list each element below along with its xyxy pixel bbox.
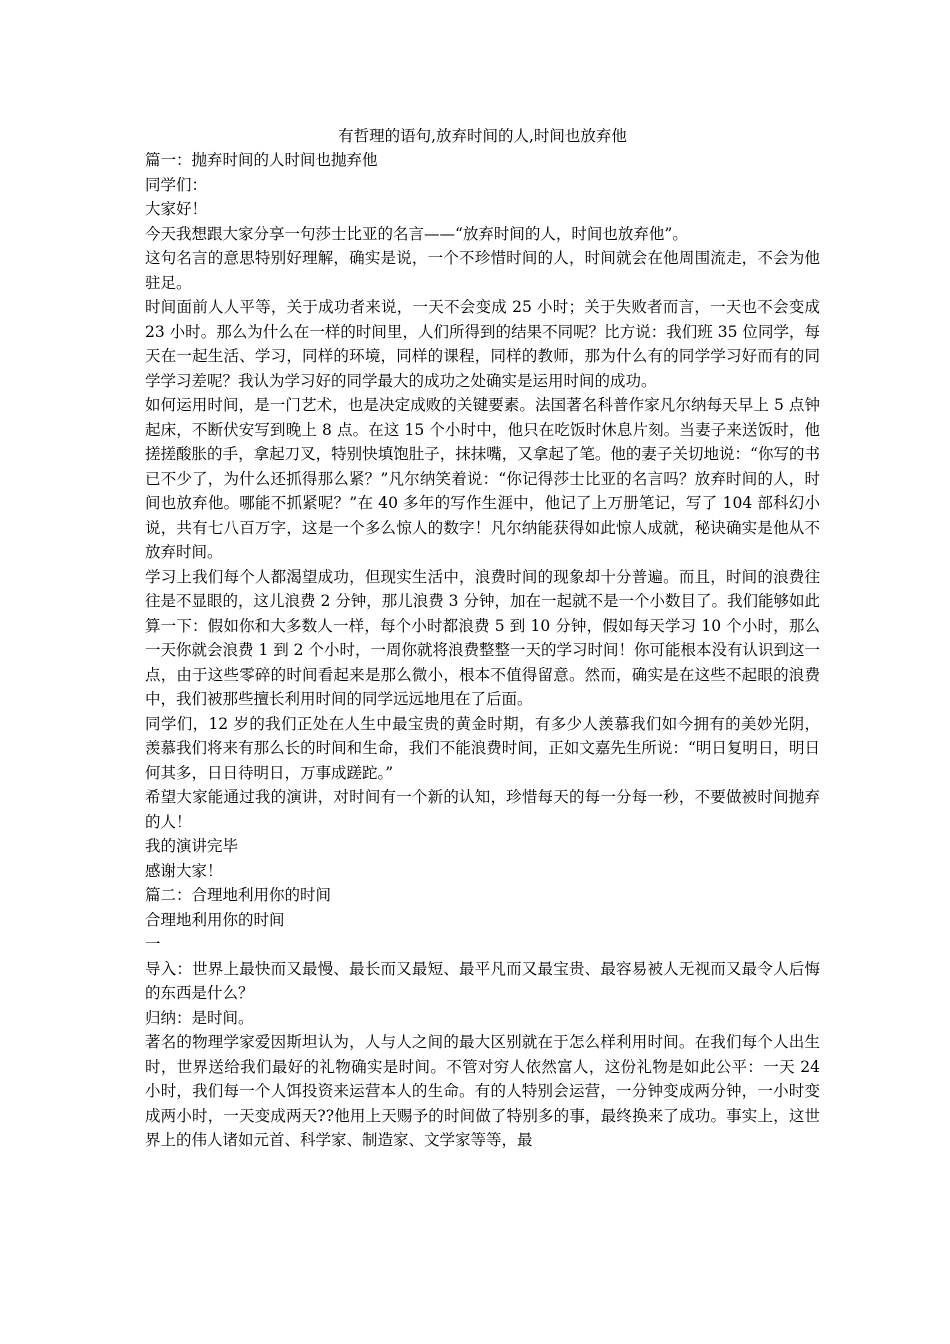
paragraph-hello-everyone: 大家好！ [145, 200, 208, 218]
paragraph-part-one: 一 [145, 935, 161, 953]
paragraph-greeting-classmates: 同学们： [145, 175, 208, 194]
paragraph-hope: 希望大家能通过我的演讲，对时间有一个新的认知，珍惜每天的每一分每一秒，不要做被时间抛弃的人！ [145, 788, 820, 831]
paragraph-time-waste: 学习上我们每个人都渴望成功，但现实生活中，浪费时间的现象却十分普遍。而且，时间的浪费往往是不显眼的，这儿浪费 2 分钟，那儿浪费 3 分钟，加在一起就不是一个小数目了。我们能够如此算一下：假如你和大多数人一样，每个小时都浪费 5 到 10 分钟，假如每天学习 10 个小时，那么一天你就会浪费 1 到 2 个小时，一周你就将浪费整整一天的学习时间！你可能根本没有认识到这一点，由于这些零碎的时间看起来是那么微小，根本不值得留意。然而，确实是在这些不起眼的浪费中，我们被那些擅长利用时间的同学远远地甩在了后面。 [145, 567, 820, 708]
paragraph-summary: 归纳：是时间。 [145, 1008, 254, 1027]
paragraph-golden-age: 同学们，12 岁的我们正处在人生中最宝贵的黄金时期，有多少人羡慕我们如今拥有的美妙光阴，羡慕我们将来有那么长的时间和生命，我们不能浪费时间，正如文嘉先生所说：“明日复明日，明日何其多，日日待明日，万事成蹉跎。” [145, 714, 820, 782]
paragraph-section-two-heading: 篇二：合理地利用你的时间 [145, 886, 332, 904]
paragraph-section-one-heading: 篇一：抛弃时间的人时间也抛弃他 [145, 151, 378, 169]
paragraph-time-equality: 时间面前人人平等，关于成功者来说，一天不会变成 25 小时；关于失败者而言，一天也不会变成 23 小时。那么为什么在一样的时间里，人们所得到的结果不同呢？比方说：我们班 35 位同学，每天在一起生活、学习，同样的环境，同样的课程，同样的教师，那为什么有的同学学习好而有的同学学习差呢？我认为学习好的同学最大的成功之处确实是运用时间的成功。 [145, 298, 820, 390]
paragraph-speech-end: 我的演讲完毕 [145, 837, 239, 855]
paragraph-introduction: 导入：世界上最快而又最慢、最长而又最短、最平凡而又最宝贵、最容易被人无视而又最令人后悔的东西是什么？ [145, 959, 820, 1002]
paragraph-thanks: 感谢大家！ [145, 861, 223, 880]
paragraph-quote-intro: 今天我想跟大家分享一句莎士比亚的名言——“放弃时间的人，时间也放弃他”。 [145, 224, 688, 243]
paragraph-quote-meaning: 这句名言的意思特别好理解，确实是说，一个不珍惜时间的人，时间就会在他周围流走，不会为他驻足。 [145, 249, 820, 292]
paragraph-verne-story: 如何运用时间，是一门艺术，也是决定成败的关键要素。法国著名科普作家凡尔纳每天早上 5 点钟起床，不断伏安写到晚上 8 点。在这 15 个小时中，他只在吃饭时休息片刻。当妻子来送饭时，他搓搓酸胀的手，拿起刀叉，特别快填饱肚子，抹抹嘴，又拿起了笔。他的妻子关切地说：“你写的书已不少了，为什么还抓得那么紧？”凡尔纳笑着说：“你记得莎士比亚的名言吗？放弃时间的人，时间也放弃他。哪能不抓紧呢？”在 40 多年的写作生涯中，他记了上万册笔记，写了 104 部科幻小说，共有七八百万字，这是一个多么惊人的数字！凡尔纳能获得如此惊人成就，秘诀确实是他从不放弃时间。 [145, 396, 820, 561]
document-page [145, 124, 820, 1153]
paragraph-einstein: 著名的物理学家爱因斯坦认为，人与人之间的最大区别就在于怎么样利用时间。在我们每个人出生时，世界送给我们最好的礼物确实是时间。不管对穷人依然富人，这份礼物是如此公平：一天 24 小时，我们每一个人饵投资来运营本人的生命。有的人特别会运营，一分钟变成两分钟，一小时变成两小时，一天变成两天??他用上天赐予的时间做了特别多的事，最终换来了成功。事实上，这世界上的伟人诸如元首、科学家、制造家、文学家等等，最 [145, 1033, 820, 1149]
paragraph-section-two-title: 合理地利用你的时间 [145, 910, 285, 929]
document-title: 有哲理的语句,放弃时间的人,时间也放弃他 [338, 127, 627, 145]
